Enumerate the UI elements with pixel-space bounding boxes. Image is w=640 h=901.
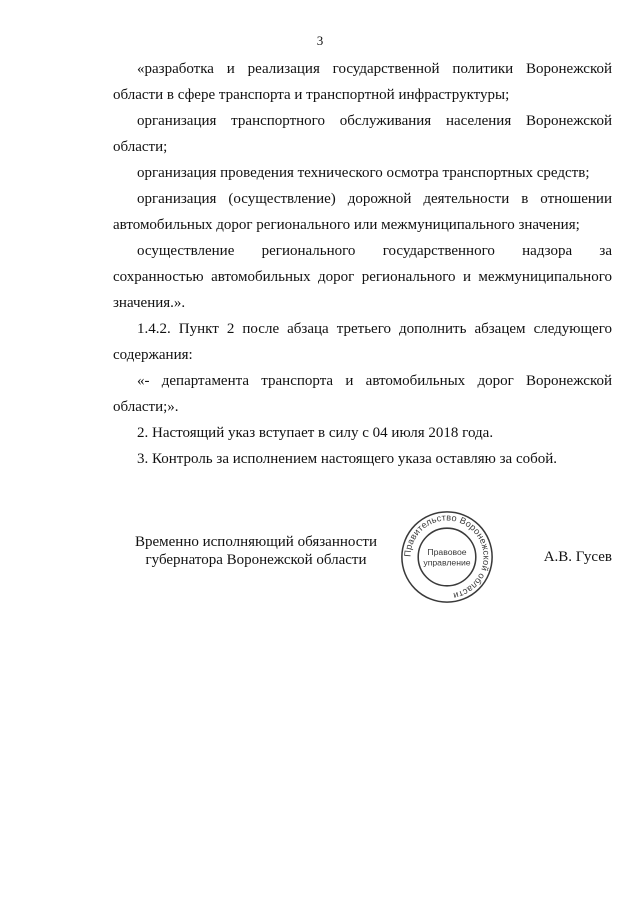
paragraph-8: 2. Настоящий указ вступает в силу с 04 июля 2018 года.: [137, 425, 494, 441]
signer-name: А.В. Гусев: [543, 549, 612, 565]
stamp-center-line-1: Правовое: [427, 547, 467, 558]
document-body: [113, 56, 612, 472]
signature-block: [113, 512, 612, 623]
stamp-center-line-2: управление: [423, 557, 471, 568]
stamp-ring-textpath: Правительство Воронежской области: [402, 512, 492, 601]
paragraph-3: организация проведения технического осмотра транспортных средств;: [137, 165, 590, 181]
paragraph-7: «- департамента транспорта и автомобильных дорог Воронежской области;».: [113, 373, 612, 415]
paragraph-5: осуществление регионального государственного надзора за сохранностью автомобильных дорог регионального и межмуниципального значения.».: [113, 243, 612, 311]
paragraph-1: «разработка и реализация государственной политики Воронежской области в сфере транспорта и транспортной инфраструктуры;: [113, 61, 612, 103]
signer-title-line-1: Временно исполняющий обязанности: [134, 534, 377, 550]
signer-title-line-2: губернатора Воронежской области: [145, 552, 367, 568]
seal-stamp-icon: [399, 509, 495, 605]
paragraph-9: 3. Контроль за исполнением настоящего указа оставляю за собой.: [137, 451, 558, 467]
paragraph-6: 1.4.2. Пункт 2 после абзаца третьего дополнить абзацем следующего содержания:: [113, 321, 612, 363]
signer-title: [131, 533, 381, 569]
paragraph-4: организация (осуществление) дорожной деятельности в отношении автомобильных дорог регионального или межмуниципального значения;: [113, 191, 612, 233]
paragraph-2: организация транспортного обслуживания населения Воронежской области;: [113, 113, 612, 155]
page-number: 3: [316, 33, 324, 48]
